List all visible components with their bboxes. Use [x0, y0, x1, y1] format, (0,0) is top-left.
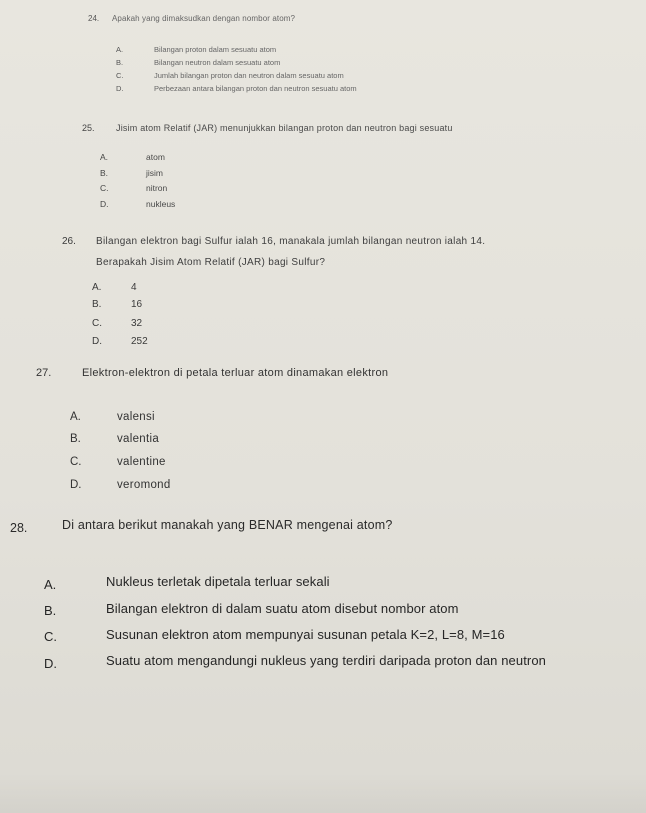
option-letter: B. [92, 299, 102, 310]
option-letter: B. [116, 58, 124, 67]
option-text: 32 [131, 318, 143, 329]
option-letter: C. [116, 71, 124, 80]
option-text: Perbezaan antara bilangan proton dan neutron sesuatu atom [154, 84, 357, 93]
option-letter: C. [70, 456, 82, 468]
question-text: Di antara berikut manakah yang BENAR mengenai atom? [62, 518, 393, 532]
option-letter: A. [100, 152, 109, 162]
option-text: nukleus [146, 199, 176, 209]
option-letter: A. [92, 282, 102, 293]
option-letter: B. [70, 433, 81, 445]
option-letter: C. [100, 183, 109, 193]
option-text: 4 [131, 282, 137, 293]
option-letter: D. [44, 656, 57, 671]
option-text: atom [146, 152, 165, 162]
option-text: veromond [117, 479, 171, 491]
option-text: 252 [131, 336, 148, 347]
question-number: 28. [10, 521, 28, 535]
option-text: Jumlah bilangan proton dan neutron dalam sesuatu atom [154, 71, 344, 80]
option-letter: A. [116, 45, 124, 54]
option-text: Bilangan neutron dalam sesuatu atom [154, 58, 281, 67]
question-number: 27. [36, 367, 52, 379]
question-number: 24. [88, 14, 100, 23]
option-text: jisim [146, 168, 163, 178]
option-text: Bilangan proton dalam sesuatu atom [154, 45, 277, 54]
option-text: nitron [146, 183, 168, 193]
page-shadow [0, 773, 646, 813]
option-letter: D. [100, 199, 109, 209]
option-letter: D. [92, 336, 102, 347]
option-letter: A. [70, 411, 81, 423]
option-letter: C. [92, 318, 102, 329]
question-number: 25. [82, 123, 95, 133]
option-letter: D. [70, 479, 82, 491]
option-letter: B. [44, 603, 57, 618]
option-letter: B. [100, 168, 109, 178]
option-text: valentia [117, 433, 160, 445]
option-text: valensi [117, 411, 155, 423]
option-text: Susunan elektron atom mempunyai susunan petala K=2, L=8, M=16 [106, 627, 505, 642]
option-text: valentine [117, 456, 166, 468]
question-text: Bilangan elektron bagi Sulfur ialah 16, manakala jumlah bilangan neutron ialah 14. [96, 236, 486, 247]
question-number: 26. [62, 236, 76, 247]
question-text: Jisim atom Relatif (JAR) menunjukkan bilangan proton dan neutron bagi sesuatu [116, 123, 453, 133]
option-letter: A. [44, 577, 57, 592]
option-text: Bilangan elektron di dalam suatu atom disebut nombor atom [106, 601, 459, 616]
option-letter: C. [44, 629, 57, 644]
option-text: Suatu atom mengandungi nukleus yang terdiri daripada proton dan neutron [106, 653, 547, 668]
option-letter: D. [116, 84, 124, 93]
question-text-line-2: Berapakah Jisim Atom Relatif (JAR) bagi Sulfur? [96, 257, 326, 268]
option-text: 16 [131, 299, 143, 310]
option-text: Nukleus terletak dipetala terluar sekali [106, 574, 330, 589]
question-text: Apakah yang dimaksudkan dengan nombor atom? [112, 14, 296, 23]
question-text: Elektron-elektron di petala terluar atom dinamakan elektron [82, 367, 389, 379]
